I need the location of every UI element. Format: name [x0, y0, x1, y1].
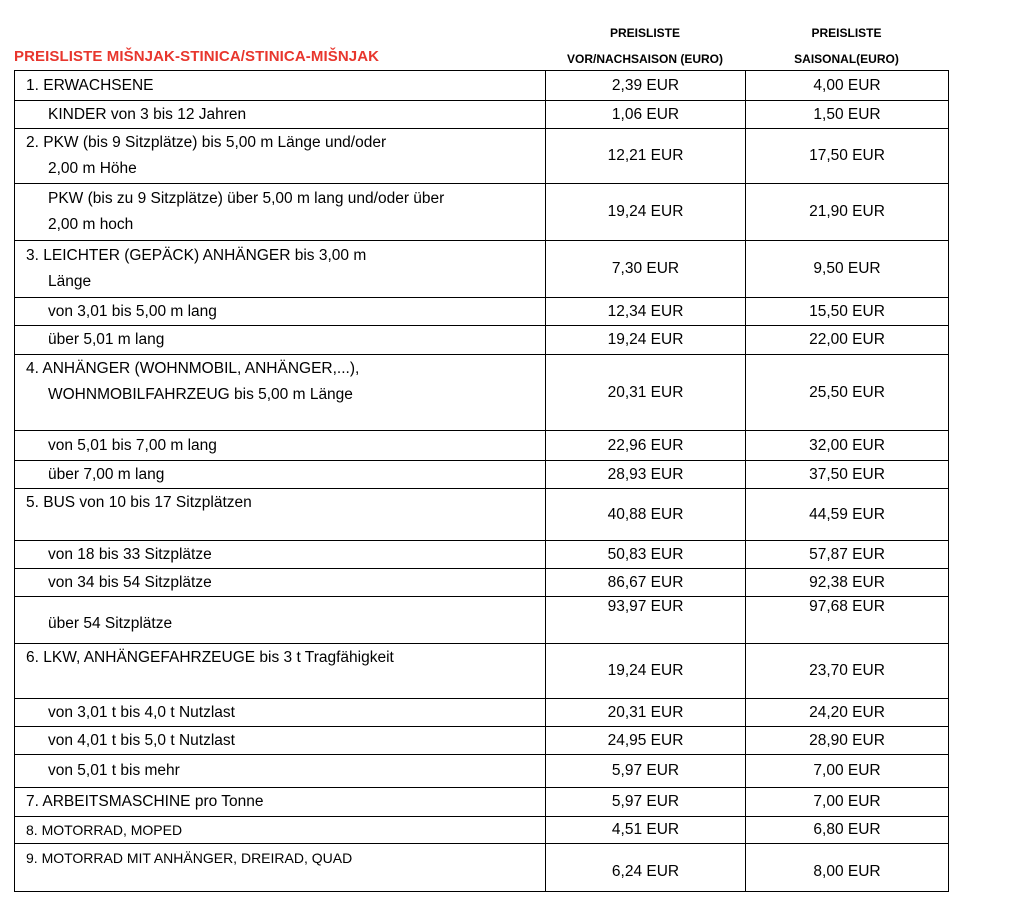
price-season: 22,00 EUR — [746, 326, 949, 355]
table-row — [15, 541, 949, 569]
price-pre-post-season: 19,24 EUR — [546, 184, 746, 241]
table-row — [15, 844, 949, 892]
price-season: 24,20 EUR — [746, 699, 949, 727]
table-row — [15, 727, 949, 755]
price-season: 37,50 EUR — [746, 461, 949, 489]
price-season: 92,38 EUR — [746, 569, 949, 597]
row-description: 1. ERWACHSENE — [15, 71, 546, 101]
table-row — [15, 788, 949, 817]
row-description: 7. ARBEITSMASCHINE pro Tonne — [15, 788, 546, 817]
row-description — [15, 355, 546, 431]
price-season: 32,00 EUR — [746, 431, 949, 461]
column-header-line2: VOR/NACHSAISON (EURO) — [566, 52, 723, 66]
row-description: über 54 Sitzplätze — [15, 597, 546, 644]
table-row — [15, 597, 949, 644]
column-header-line1: PREISLISTE — [811, 26, 882, 40]
row-description: von 3,01 t bis 4,0 t Nutzlast — [15, 699, 546, 727]
table-row — [15, 431, 949, 461]
price-pre-post-season: 22,96 EUR — [546, 431, 746, 461]
price-pre-post-season: 12,21 EUR — [546, 129, 746, 184]
price-pre-post-season: 5,97 EUR — [546, 755, 746, 788]
table-row — [15, 461, 949, 489]
table-row — [15, 817, 949, 844]
row-description: 9. MOTORRAD MIT ANHÄNGER, DREIRAD, QUAD — [15, 844, 546, 892]
table-row — [15, 326, 949, 355]
price-pre-post-season: 5,97 EUR — [546, 788, 746, 817]
row-description: 6. LKW, ANHÄNGEFAHRZEUGE bis 3 t Tragfähigkeit — [15, 644, 546, 699]
price-pre-post-season: 93,97 EUR — [546, 597, 746, 644]
price-pre-post-season: 4,51 EUR — [546, 817, 746, 844]
row-description: KINDER von 3 bis 12 Jahren — [15, 101, 546, 129]
row-description-line1: 2. PKW (bis 9 Sitzplätze) bis 5,00 m Länge und/oder — [26, 134, 387, 151]
price-season: 8,00 EUR — [746, 844, 949, 892]
price-pre-post-season: 6,24 EUR — [546, 844, 746, 892]
price-season: 17,50 EUR — [746, 129, 949, 184]
table-row — [15, 755, 949, 788]
table-row — [15, 101, 949, 129]
row-description: von 3,01 bis 5,00 m lang — [15, 298, 546, 326]
row-description — [15, 184, 546, 241]
row-description: von 4,01 t bis 5,0 t Nutzlast — [15, 727, 546, 755]
price-pre-post-season: 28,93 EUR — [546, 461, 746, 489]
row-description-line1: 4. ANHÄNGER (WOHNMOBIL, ANHÄNGER,...), — [26, 360, 360, 377]
price-pre-post-season: 19,24 EUR — [546, 326, 746, 355]
row-description-line2: Länge — [48, 273, 92, 290]
column-header-pre-post-season — [545, 24, 745, 68]
price-season: 28,90 EUR — [746, 727, 949, 755]
page-title: PREISLISTE MIŠNJAK-STINICA/STINICA-MIŠNJAK — [14, 48, 380, 65]
price-pre-post-season: 7,30 EUR — [546, 241, 746, 298]
price-season: 7,00 EUR — [746, 788, 949, 817]
table-row — [15, 355, 949, 431]
column-header-line1: PREISLISTE — [609, 26, 680, 40]
price-season: 9,50 EUR — [746, 241, 949, 298]
table-row — [15, 569, 949, 597]
price-season: 1,50 EUR — [746, 101, 949, 129]
row-description: 8. MOTORRAD, MOPED — [15, 817, 546, 844]
row-description: 5. BUS von 10 bis 17 Sitzplätzen — [15, 489, 546, 541]
row-description: von 5,01 t bis mehr — [15, 755, 546, 788]
column-header-line2: SAISONAL(EURO) — [794, 52, 899, 66]
row-description-line1: PKW (bis zu 9 Sitzplätze) über 5,00 m lang und/oder über — [48, 190, 445, 207]
price-season: 23,70 EUR — [746, 644, 949, 699]
row-description-line2: WOHNMOBILFAHRZEUG bis 5,00 m Länge — [48, 386, 353, 403]
row-description: von 34 bis 54 Sitzplätze — [15, 569, 546, 597]
column-header-season — [745, 24, 948, 68]
price-season: 44,59 EUR — [746, 489, 949, 541]
price-season: 15,50 EUR — [746, 298, 949, 326]
price-season: 21,90 EUR — [746, 184, 949, 241]
price-season: 25,50 EUR — [746, 355, 949, 431]
row-description: über 5,01 m lang — [15, 326, 546, 355]
price-pre-post-season: 2,39 EUR — [546, 71, 746, 101]
price-pre-post-season: 40,88 EUR — [546, 489, 746, 541]
table-row — [15, 241, 949, 298]
price-season: 6,80 EUR — [746, 817, 949, 844]
price-pre-post-season: 1,06 EUR — [546, 101, 746, 129]
row-description-line1: 3. LEICHTER (GEPÄCK) ANHÄNGER bis 3,00 m — [26, 247, 367, 264]
row-description: von 18 bis 33 Sitzplätze — [15, 541, 546, 569]
row-description — [15, 241, 546, 298]
price-pre-post-season: 19,24 EUR — [546, 644, 746, 699]
price-table — [14, 70, 949, 892]
row-description — [15, 129, 546, 184]
price-pre-post-season: 50,83 EUR — [546, 541, 746, 569]
price-pre-post-season: 20,31 EUR — [546, 699, 746, 727]
table-row — [15, 489, 949, 541]
row-description-line2: 2,00 m hoch — [48, 216, 134, 233]
price-pre-post-season: 24,95 EUR — [546, 727, 746, 755]
price-season: 97,68 EUR — [746, 597, 949, 644]
table-row — [15, 298, 949, 326]
price-pre-post-season: 12,34 EUR — [546, 298, 746, 326]
row-description: von 5,01 bis 7,00 m lang — [15, 431, 546, 461]
table-row — [15, 71, 949, 101]
price-pre-post-season: 20,31 EUR — [546, 355, 746, 431]
price-season: 57,87 EUR — [746, 541, 949, 569]
price-season: 4,00 EUR — [746, 71, 949, 101]
table-row — [15, 129, 949, 184]
price-pre-post-season: 86,67 EUR — [546, 569, 746, 597]
price-season: 7,00 EUR — [746, 755, 949, 788]
table-row — [15, 699, 949, 727]
table-row — [15, 184, 949, 241]
table-row — [15, 644, 949, 699]
row-description: über 7,00 m lang — [15, 461, 546, 489]
row-description-line2: 2,00 m Höhe — [48, 160, 137, 177]
